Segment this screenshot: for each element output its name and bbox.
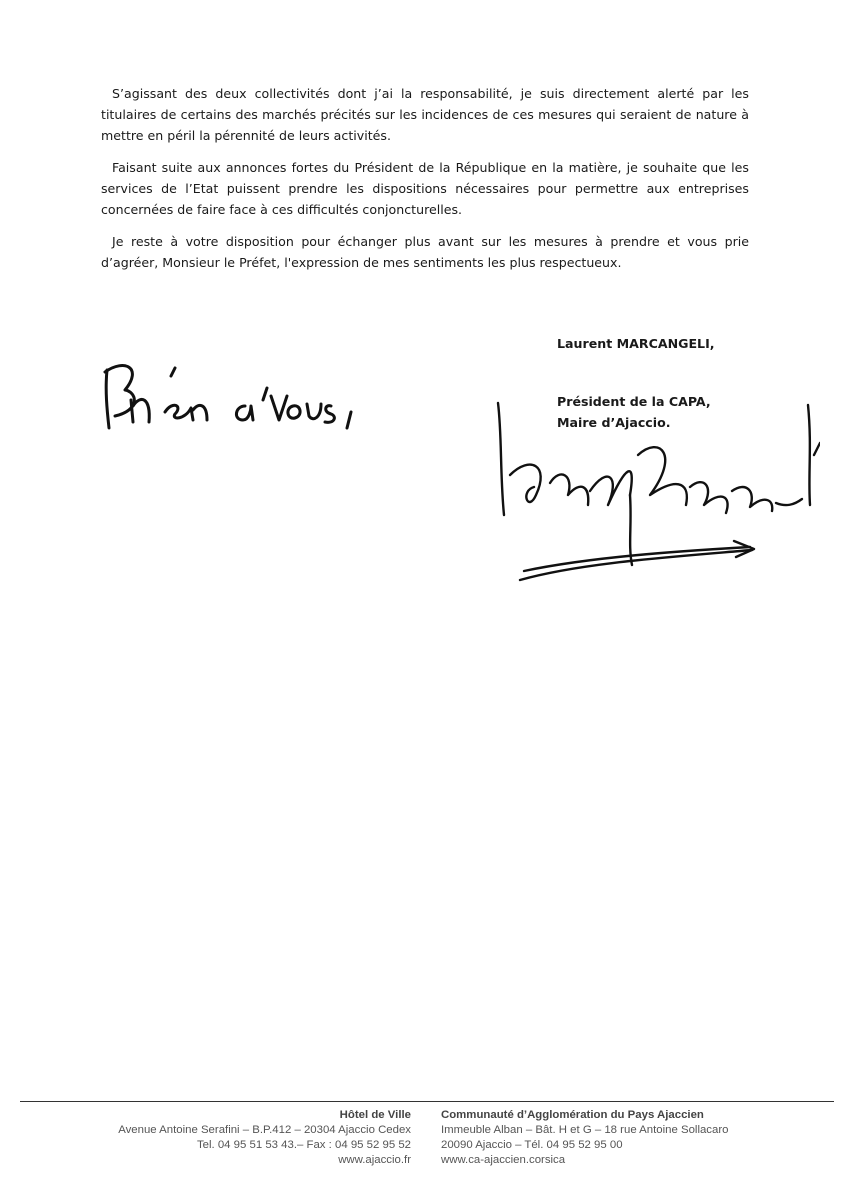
- paragraph-collectivites: S’agissant des deux collectivités dont j’ai la responsabilité, je suis directement alerté par les titulaires de certains des marchés précités sur les incidences de ces mesures qui seraient de nature à mettre en péril la pérennité de leurs activités.: [101, 86, 749, 143]
- paragraph-closing: Je reste à votre disposition pour échanger plus avant sur les mesures à prendre et vous prie d’agréer, Monsieur le Préfet, l'expression de mes sentiments les plus respectueux.: [101, 234, 749, 270]
- footer-right-website: www.ca-ajaccien.corsica: [441, 1154, 566, 1166]
- footer-left-phone: Tel. 04 95 51 53 43.– Fax : 04 95 52 95 52: [196, 1139, 411, 1151]
- signatory-name: Laurent MARCANGELI,: [557, 336, 715, 351]
- handwritten-note: [95, 350, 365, 440]
- paragraph-annonces: Faisant suite aux annonces fortes du Président de la République en la matière, je souhaite que les services de l’Etat puissent prendre les dispositions nécessaires pour permettre aux entreprises concernées de faire face à ces difficultés conjoncturelles.: [101, 160, 749, 217]
- footer-left-address: Avenue Antoine Serafini – B.P.412 – 20304 Ajaccio Cedex: [118, 1124, 411, 1136]
- signature: [490, 395, 820, 595]
- footer-hotel-de-ville: [118, 1108, 411, 1168]
- footer-capa: [441, 1108, 728, 1168]
- footer-right-phone: 20090 Ajaccio – Tél. 04 95 52 95 00: [441, 1139, 623, 1151]
- signatory-title-capa: Président de la CAPA,: [557, 394, 711, 409]
- letter-body: [101, 83, 749, 284]
- signatory-title-maire: Maire d’Ajaccio.: [557, 415, 671, 430]
- footer-left-title: Hôtel de Ville: [339, 1109, 411, 1121]
- footer-divider: [20, 1101, 834, 1102]
- footer-right-title: Communauté d’Agglomération du Pays Ajaccien: [441, 1109, 704, 1121]
- footer-right-address: Immeuble Alban – Bât. H et G – 18 rue Antoine Sollacaro: [441, 1124, 729, 1136]
- footer-left-website: www.ajaccio.fr: [338, 1154, 411, 1166]
